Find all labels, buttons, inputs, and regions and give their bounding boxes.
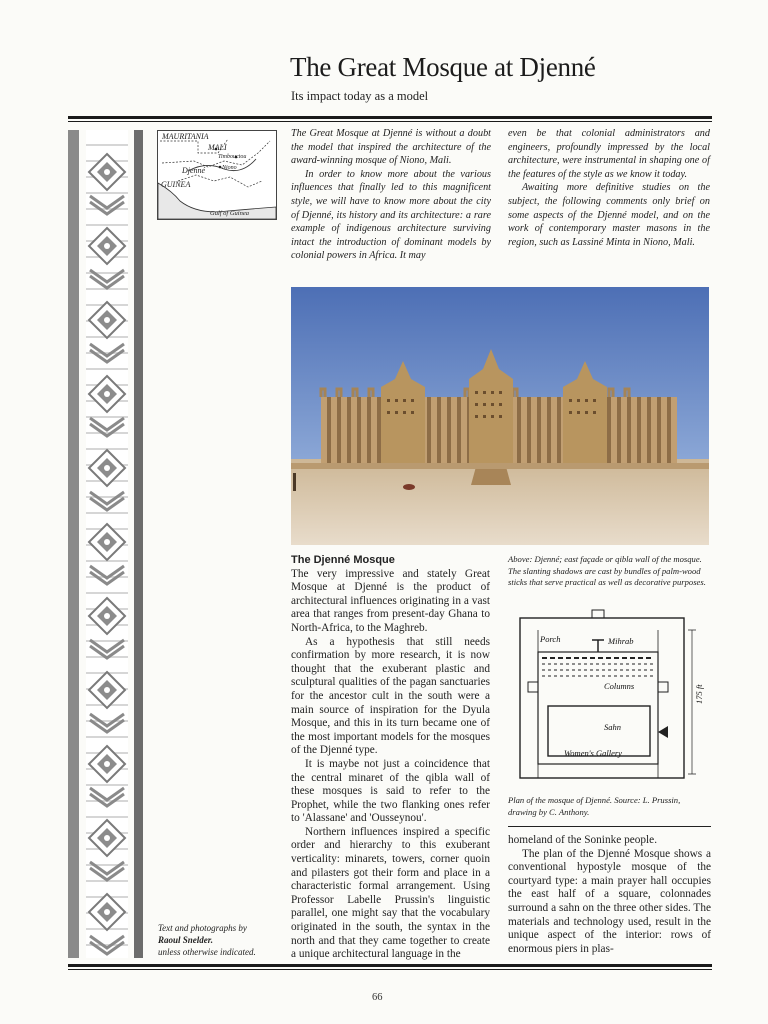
location-map (157, 130, 277, 220)
body-paragraph: homeland of the Soninke people. (508, 834, 658, 846)
body-paragraph: As a hypothesis that still needs confirmation by more research, it is now thought that the exuberant plastic and sculptural qualities of the pagan sanctuaries for the ancestor cult in the south were a main source of inspiration for the Dyula Mosque, and this in its turn became one of the most important models for the mosques of the Djenné type. (291, 635, 490, 757)
plan-label-porch: Porch (540, 634, 561, 644)
intro-paragraph: In order to know more about the various influences that finally led to this magnificent style, we will have to know more about the city of Djenné, its history and its architecture: a rare example of indigenous architecture surviving intact the introduction of dominant models by colonial powers in Africa. It may (291, 168, 491, 262)
credits (158, 922, 278, 958)
plan-label-mihrab: Mihrab (608, 636, 634, 646)
plan-label-columns: Columns (604, 681, 635, 691)
map-label-mauritania: MAURITANIA (162, 132, 209, 141)
map-label-gulf: Gulf of Guinea (210, 210, 249, 217)
star-motif-icon (89, 672, 125, 732)
plan-label-sahn: Sahn (604, 722, 621, 732)
diamond-motif-icon (89, 894, 125, 954)
bottom-rule (68, 964, 712, 967)
bottom-rule-thin (68, 969, 712, 970)
intro-column-left (291, 127, 491, 263)
star-motif-icon (89, 376, 125, 436)
intro-paragraph: Awaiting more definitive studies on the subject, the following comments only brief on some aspects of the Djenné model, and on the work of contemporary master masons in the region, such as Lassiné Minta in Niono, Mali. (508, 182, 710, 248)
star-motif-icon (89, 228, 125, 288)
diamond-motif-icon (89, 450, 125, 510)
diamond-motif-icon (89, 598, 125, 658)
page-number: 66 (372, 992, 383, 1003)
section-heading: The Djenné Mosque (291, 554, 395, 566)
credit-author: Raoul Snelder. (158, 935, 214, 945)
intro-paragraph: The Great Mosque at Djenné is without a doubt the model that inspired the architecture of the award-winning mosque of Niono, Mali. (291, 128, 491, 167)
map-label-djenne: Djenné (182, 166, 206, 175)
map-graphic (158, 131, 276, 219)
star-motif-icon (89, 820, 125, 880)
plan-scale: 175 ft (694, 684, 704, 704)
body-paragraph: It is maybe not just a coincidence that the central minaret of the qibla wall of these mosques is said to refer to the Prophet, while the two flanking ones refer to 'Alassane' and 'Ousseynou'. (291, 757, 490, 825)
top-rule (68, 116, 712, 119)
diamond-motif-icon (89, 302, 125, 362)
plan-caption: Plan of the mosque of Djenné. Source: L. Prussin, drawing by C. Anthony. (508, 795, 681, 817)
column-divider (508, 826, 711, 827)
mosque-plan-drawing (508, 606, 708, 792)
diamond-motif-icon (89, 154, 125, 214)
body-column-right (508, 834, 711, 956)
border-bar-left (68, 130, 79, 958)
mosque-photo-graphic (291, 287, 709, 545)
intro-column-right (508, 127, 710, 249)
plan-label-gallery: Women's Gallery (564, 748, 622, 758)
border-motifs (86, 130, 128, 958)
credit-line: Text and photographs by (158, 923, 247, 933)
star-motif-icon (89, 524, 125, 584)
diamond-motif-icon (89, 746, 125, 806)
map-label-guinea: GUINEA (161, 180, 191, 189)
top-rule-thin (68, 121, 712, 122)
body-column-left (291, 554, 490, 962)
map-label-timbouctou: Timbouctou (218, 154, 247, 160)
decorative-border (68, 130, 144, 958)
photo-caption: Above: Djenné; east façade or qibla wall of the mosque. The slanting shadows are cast by bundles of palm-wood sticks that serve practical as well as decorative purposes. (508, 554, 706, 588)
intro-paragraph: even be that colonial administrators and engineers, profoundly impressed by the local architecture, were instrumental in shaping one of the features of the style as we know it today. (508, 128, 710, 180)
map-label-niono: Niono (222, 165, 237, 171)
map-label-mali: MALI (208, 143, 227, 152)
border-bar-right (134, 130, 143, 958)
body-paragraph: Northern influences inspired a specific order and hierarchy to this exuberant verticality: minarets, towers, corner quoin and pilasters got their form and place in a characteristic formal arrangement. Using Professor Labelle Prussin's linguistic parallel, one might say that the vocabulary originated in the south, the syntax in the north and that they came together to create a unique architectural language in the (291, 825, 490, 961)
mosque-plan (508, 606, 708, 792)
body-paragraph: The very impressive and stately Great Mosque at Djenné is the product of architectural influences originating in a vast area that ranges from present-day Ghana to North-Africa, to the Maghreb. (291, 567, 490, 634)
mosque-photo (291, 287, 709, 545)
body-paragraph: The plan of the Djenné Mosque shows a conventional hypostyle mosque of the courtyard type: a main prayer hall occupies the east half of a square, colonnades surround a sahn on the three other sides. The materials and technology used, result in the unique aspect of the interior: rows of enormous piers in plas- (508, 847, 711, 955)
article-title: The Great Mosque at Djenné (290, 52, 596, 82)
article-subtitle: Its impact today as a model (291, 89, 429, 103)
credit-line: unless otherwise indicated. (158, 947, 256, 957)
